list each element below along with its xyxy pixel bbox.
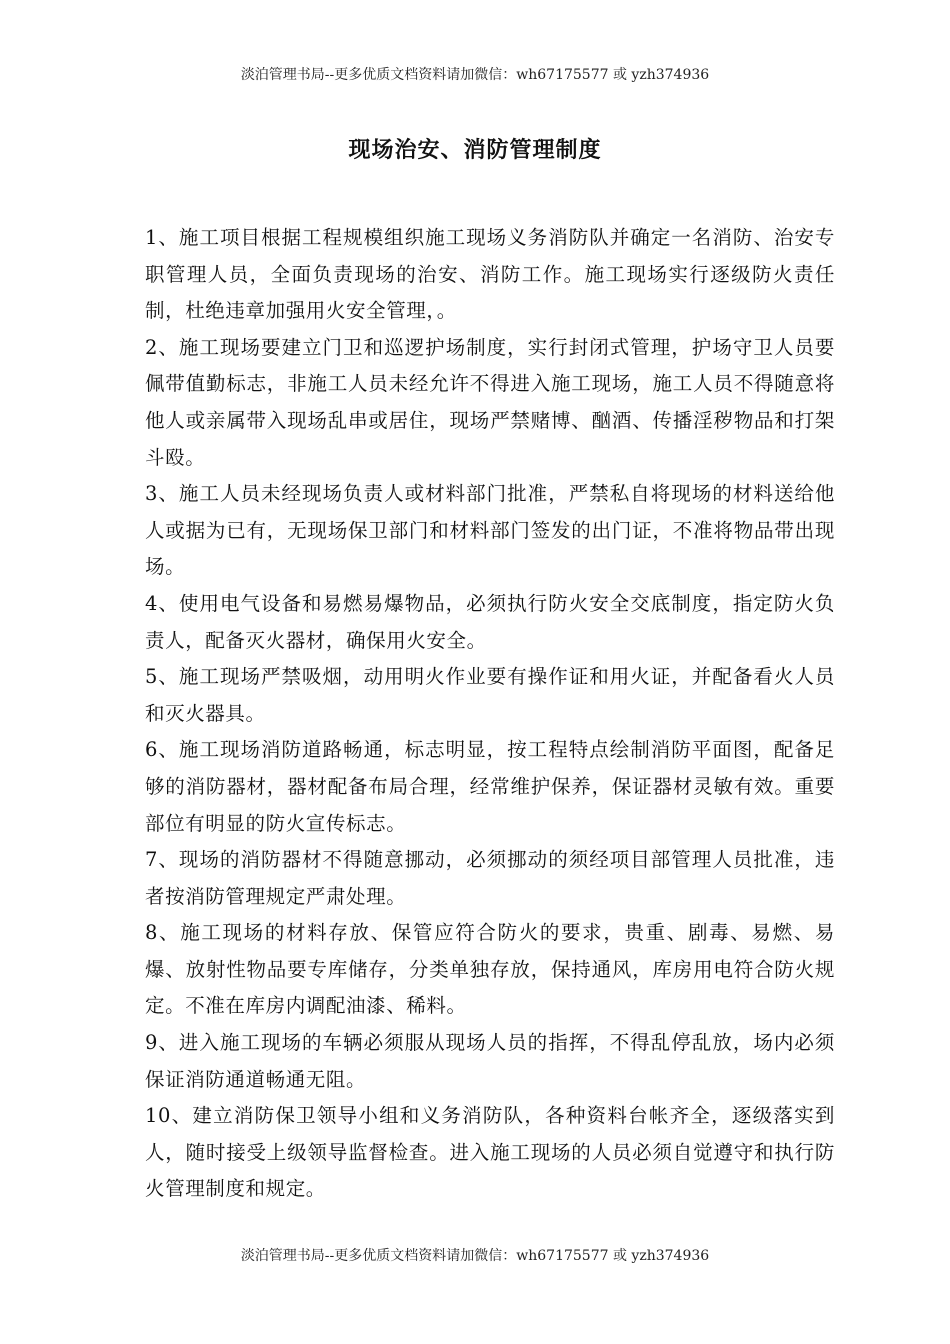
paragraph-3: 3、施工人员未经现场负责人或材料部门批准，严禁私自将现场的材料送给他人或据为已有，无现场保卫部门和材料部门签发的出门证，不准将物品带出现场。 bbox=[145, 482, 835, 579]
paragraph-9: 9、进入施工现场的车辆必须服从现场人员的指挥，不得乱停乱放，场内必须保证消防通道畅通无阻。 bbox=[145, 1031, 835, 1091]
paragraph-1: 1、施工项目根据工程规模组织施工现场义务消防队并确定一名消防、治安专职管理人员，全面负责现场的治安、消防工作。施工现场实行逐级防火责任制，杜绝违章加强用火安全管理，。 bbox=[145, 226, 835, 323]
paragraph-7: 7、现场的消防器材不得随意挪动，必须挪动的须经项目部管理人员批准，违者按消防管理规定严肃处理。 bbox=[145, 848, 835, 908]
paragraph-8: 8、施工现场的材料存放、保管应符合防火的要求，贵重、剧毒、易燃、易爆、放射性物品要专库储存，分类单独存放，保持通风，库房用电符合防火规定。不准在库房内调配油漆、稀料。 bbox=[145, 921, 835, 1018]
paragraph-6: 6、施工现场消防道路畅通，标志明显，按工程特点绘制消防平面图，配备足够的消防器材，器材配备布局合理，经常维护保养，保证器材灵敏有效。重要部位有明显的防火宣传标志。 bbox=[145, 738, 835, 835]
paragraph-5: 5、施工现场严禁吸烟，动用明火作业要有操作证和用火证，并配备看火人员和灭火器具。 bbox=[145, 665, 835, 725]
paragraph-2: 2、施工现场要建立门卫和巡逻护场制度，实行封闭式管理，护场守卫人员要佩带值勤标志，非施工人员未经允许不得进入施工现场，施工人员不得随意将他人或亲属带入现场乱串或居住，现场严禁赌博、酗酒、传播淫秽物品和打架斗殴。 bbox=[145, 335, 835, 469]
paragraph-4: 4、使用电气设备和易燃易爆物品，必须执行防火安全交底制度，指定防火负责人，配备灭火器材，确保用火安全。 bbox=[145, 591, 835, 652]
paragraph-10: 10、建立消防保卫领导小组和义务消防队，各种资料台帐齐全，逐级落实到人，随时接受上级领导监督检查。进入施工现场的人员必须自觉遵守和执行防火管理制度和规定。 bbox=[145, 1104, 835, 1201]
document-title: 现场治安、消防管理制度 bbox=[348, 137, 602, 163]
document-body bbox=[145, 220, 835, 1208]
page-header: 淡泊管理书局--更多优质文档资料请加微信：wh67175577 或 yzh374936 bbox=[240, 67, 710, 83]
page-footer: 淡泊管理书局--更多优质文档资料请加微信：wh67175577 或 yzh374936 bbox=[240, 1248, 710, 1264]
